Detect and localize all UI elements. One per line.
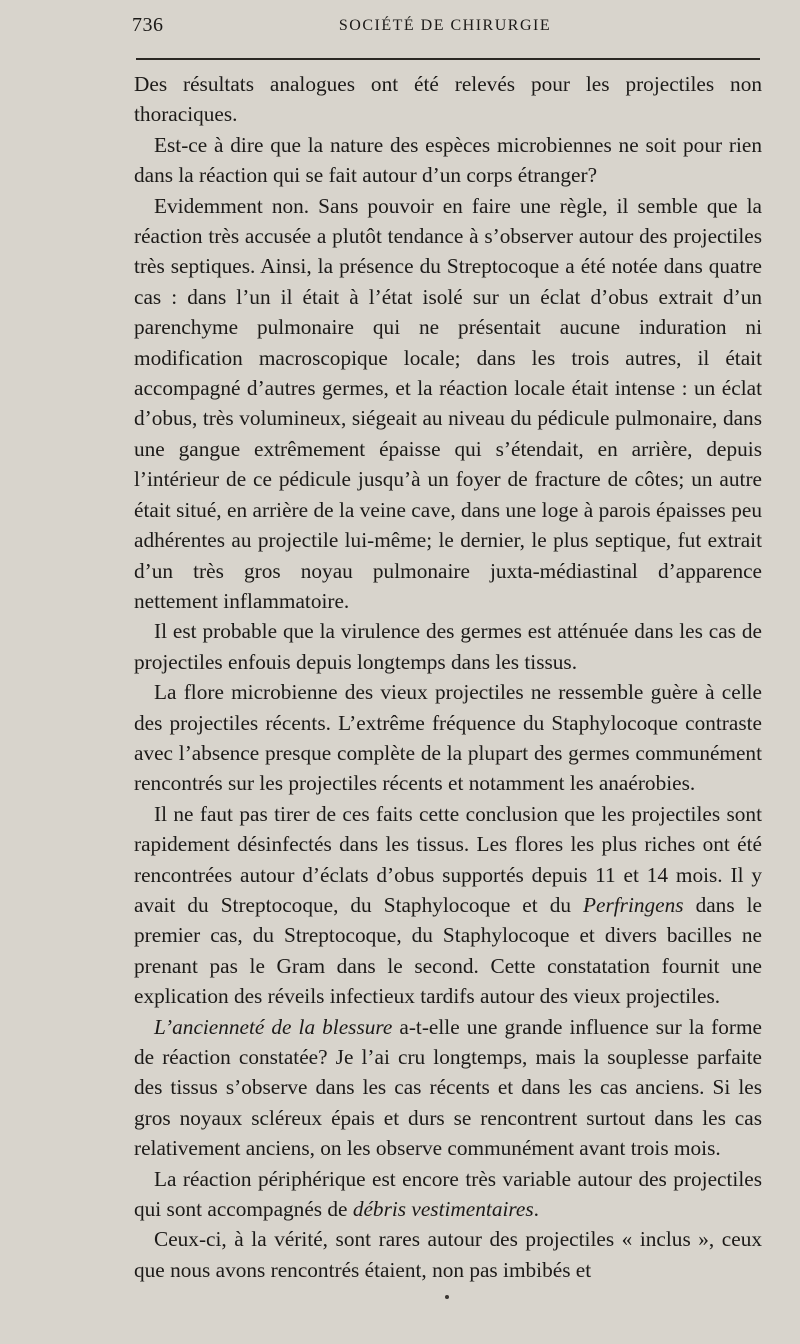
paragraph: L’ancienneté de la blessure a-t-elle une grande influence sur la forme de réaction constatée? Je l’ai cru longtemps, mais la souplesse parfaite des tissus s’observe dans les cas récents et dans les cas anciens. Si les gros noyaux scléreux épais et durs se rencontrent surtout dans les cas relativement anciens, on les observe communément avant trois mois. xyxy=(134,1014,763,1161)
paragraph: Est-ce à dire que la nature des espèces microbiennes ne soit pour rien dans la réaction qui se fait autour d’un corps étranger? xyxy=(134,132,762,188)
body-text xyxy=(134,69,762,1285)
paragraph: Ceux-ci, à la vérité, sont rares autour des projectiles « inclus », ceux que nous avons rencontrés étaient, non pas imbibés et xyxy=(134,1227,762,1282)
page-header xyxy=(120,14,770,46)
italic-term: L’ancienneté de la blessure xyxy=(154,1014,393,1039)
paragraph: Evidemment non. Sans pouvoir en faire une règle, il semble que la réaction très accusée a plutôt tendance à s’observer autour des projectiles très septiques. Ainsi, la présence du Streptocoque a été notée dans quatre cas : dans l’un il était à l’état isolé sur un éclat d’obus extrait d’un parenchyme pulmonaire qui ne présentait aucune induration ni modification macroscopique locale; dans les trois autres, il était accompagné d’autres germes, et la réaction locale était intense : un éclat d’obus, très volumineux, siégeait au niveau du pédicule pulmonaire, dans une gangue extrêmement épaisse qui s’étendait, en arrière, depuis l’intérieur de ce pédicule jusqu’à un foyer de fracture de côtes; un autre était situé, en arrière de la veine cave, dans une loge à parois épaisses peu adhérentes au projectile lui-même; le dernier, le plus septique, fut extrait d’un très gros noyau pulmonaire juxta-médiastinal d’apparence nettement inflammatoire. xyxy=(134,193,762,613)
paragraph: Des résultats analogues ont été relevés pour les projectiles non thoraciques. xyxy=(134,72,762,127)
page-number: 736 xyxy=(132,14,164,36)
header-rule xyxy=(136,58,760,60)
running-head: SOCIÉTÉ DE CHIRURGIE xyxy=(338,17,552,34)
paragraph: La flore microbienne des vieux projectiles ne ressemble guère à celle des projectiles récents. L’extrême fréquence du Staphylocoque contraste avec l’absence presque complète de la plupart des germes communément rencontrés sur les projectiles récents et notamment les anaérobies. xyxy=(134,680,762,796)
paragraph: La réaction périphérique est encore très variable autour des projectiles qui sont accompagnés de débris vestimentaires. xyxy=(134,1166,762,1222)
paragraph: Il est probable que la virulence des germes est atténuée dans les cas de projectiles enfouis depuis longtemps dans les tissus. xyxy=(134,619,762,674)
paragraph: Il ne faut pas tirer de ces faits cette conclusion que les projectiles sont rapidement désinfectés dans les tissus. Les flores les plus riches ont été rencontrées autour d’éclats d’obus supportés depuis 11 et 14 mois. Il y avait du Streptocoque, du Staphylocoque et du Perfringens dans le premier cas, du Streptocoque, du Staphylocoque et divers bacilles ne prenant pas le Gram dans le second. Cette constatation fournit une explication des réveils infectieux tardifs autour des vieux projectiles. xyxy=(134,801,762,1009)
italic-term: Perfringens xyxy=(583,892,684,917)
italic-term: débris vestimentaires xyxy=(352,1197,534,1222)
ink-speck xyxy=(445,1295,449,1299)
